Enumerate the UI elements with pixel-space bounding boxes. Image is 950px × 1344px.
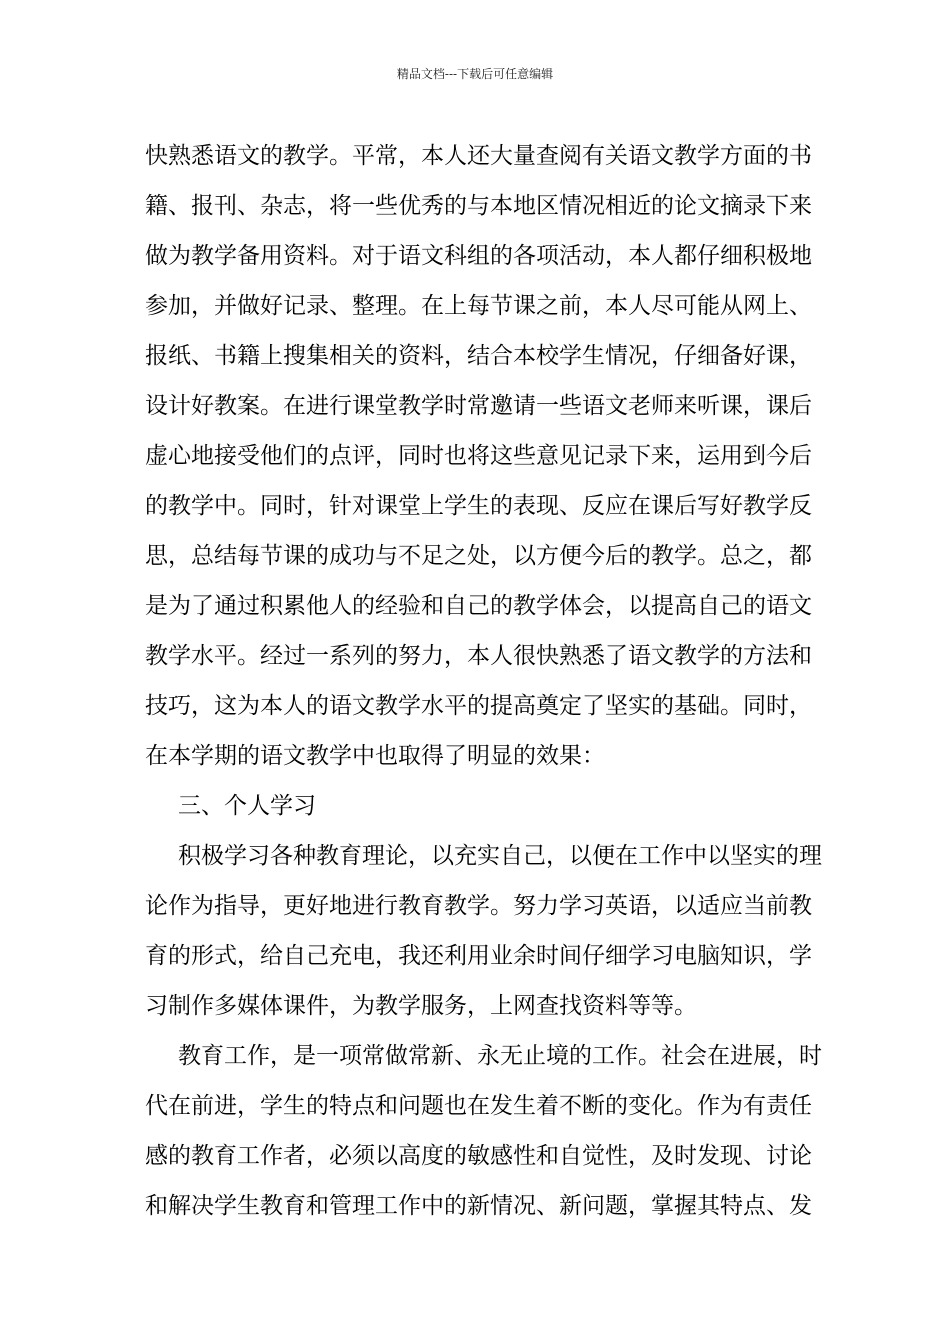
text-line: 快熟悉语文的教学。平常，本人还大量查阅有关语文教学方面的书 — [145, 143, 812, 169]
text-line: 教育工作，是一项常做常新、永无止境的工作。社会在进展，时 — [178, 1043, 822, 1069]
text-line: 在本学期的语文教学中也取得了明显的效果： — [145, 743, 605, 769]
page-header: 精品文档---下载后可任意编辑 — [396, 67, 554, 81]
text-line: 设计好教案。在进行课堂教学时常邀请一些语文老师来听课，课后 — [145, 393, 812, 419]
text-line: 参加，并做好记录、整理。在上每节课之前，本人尽可能从网上、 — [145, 293, 812, 319]
text-line: 和解决学生教育和管理工作中的新情况、新问题，掌握其特点、发 — [145, 1193, 812, 1219]
text-line: 虚心地接受他们的点评，同时也将这些意见记录下来，运用到今后 — [145, 443, 812, 469]
text-line: 报纸、书籍上搜集相关的资料，结合本校学生情况，仔细备好课， — [145, 343, 812, 369]
text-line: 积极学习各种教育理论，以充实自己，以便在工作中以坚实的理 — [178, 843, 822, 869]
text-line: 代在前进，学生的特点和问题也在发生着不断的变化。作为有责任 — [145, 1093, 812, 1119]
text-line: 育的形式，给自己充电，我还利用业余时间仔细学习电脑知识，学 — [145, 943, 812, 969]
text-line: 技巧，这为本人的语文教学水平的提高奠定了坚实的基础。同时， — [145, 693, 812, 719]
text-line: 做为教学备用资料。对于语文科组的各项活动，本人都仔细积极地 — [145, 243, 812, 269]
document-body — [145, 131, 822, 1231]
text-line: 论作为指导，更好地进行教育教学。努力学习英语，以适应当前教 — [145, 893, 812, 919]
text-line: 教学水平。经过一系列的努力，本人很快熟悉了语文教学的方法和 — [145, 643, 812, 669]
text-line: 习制作多媒体课件，为教学服务，上网查找资料等等。 — [145, 993, 697, 1019]
section-heading: 三、个人学习 — [178, 793, 316, 819]
text-line: 的教学中。同时，针对课堂上学生的表现、反应在课后写好教学反 — [145, 493, 812, 519]
text-line: 是为了通过积累他人的经验和自己的教学体会，以提高自己的语文 — [145, 593, 812, 619]
text-line: 感的教育工作者，必须以高度的敏感性和自觉性，及时发现、讨论 — [145, 1143, 812, 1169]
text-line: 思，总结每节课的成功与不足之处，以方便今后的教学。总之，都 — [145, 543, 812, 569]
text-line: 籍、报刊、杂志，将一些优秀的与本地区情况相近的论文摘录下来 — [145, 193, 812, 219]
